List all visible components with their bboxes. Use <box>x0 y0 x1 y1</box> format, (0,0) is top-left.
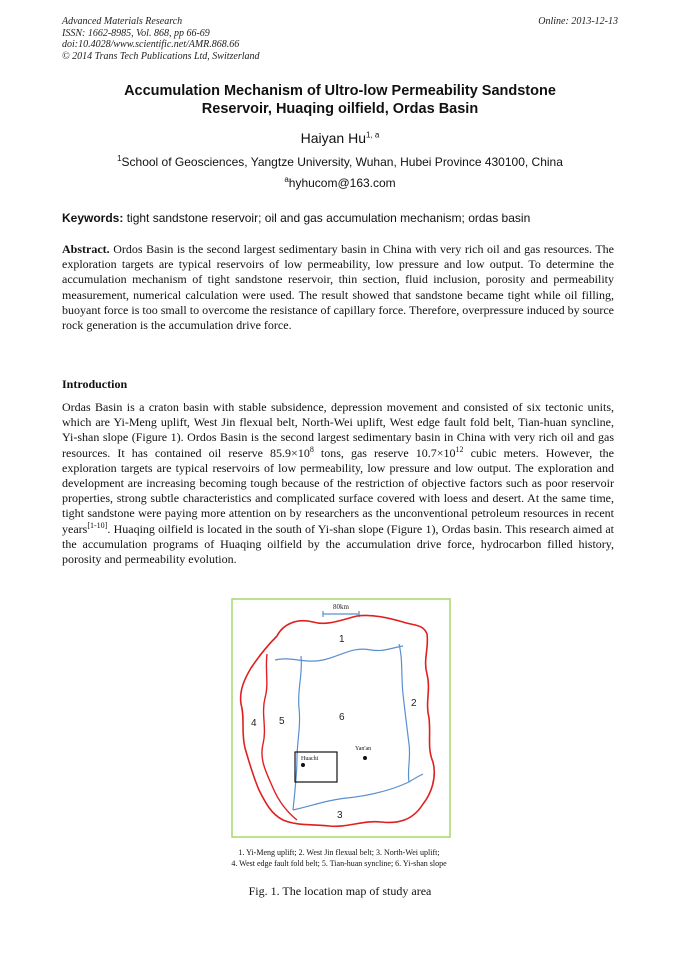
unit-label-2: 2 <box>411 698 417 709</box>
figure-caption: Fig. 1. The location map of study area <box>248 884 432 898</box>
email-sup: a <box>284 175 289 184</box>
author <box>62 130 618 146</box>
keywords-label: Keywords: <box>62 211 124 225</box>
unit-label-6: 6 <box>339 712 345 723</box>
huachi-point <box>301 763 305 767</box>
yanan-label: Yan'an <box>355 746 372 752</box>
introduction-paragraph <box>62 400 614 567</box>
intro-sup-1: 8 <box>309 444 314 454</box>
intro-text-1: Ordas Basin is a craton basin with stable subsidence, depression movement and consisted of six tectonic units, which are Yi-Meng uplift, West Jin flexual belt, North-Wei uplift, West edge fault fold belt, Tian-huan syncline, Yi-shan slope (Figure 1). Ordos Basin is the second largest sedimentary basin in China with very rich oil and gas resources. It has contained oil reserve 85.9×10 <box>62 400 614 460</box>
title-line-1: Accumulation Mechanism of Ultro-low Permeability Sandstone <box>124 83 556 99</box>
legend-line-1: 1. Yi-Meng uplift; 2. West Jin flexual belt; 3. North-Wei uplift; <box>238 848 440 857</box>
unit-label-3: 3 <box>337 810 343 821</box>
journal-header <box>62 16 618 62</box>
paper-title <box>62 82 618 118</box>
title-line-2: Reservoir, Huaqing oilfield, Ordas Basin <box>201 101 479 117</box>
email-text[interactable]: hyhucom@163.com <box>288 176 396 190</box>
email <box>62 176 618 190</box>
location-map <box>231 598 451 838</box>
author-sup: 1, a <box>366 130 380 140</box>
affiliation <box>62 155 618 169</box>
doi-line: doi:10.4028/www.scientific.net/AMR.868.66 <box>62 39 240 50</box>
author-name: Haiyan Hu <box>300 130 367 146</box>
intro-text-4: . Huaqing oilfield is located in the south of Yi-shan slope (Figure 1), Ordas basin. This research aimed at the accumulation programs of Huaqing oilfield by the accumulation drive force, hydrocarbon filled history, porosity and permeability evolution. <box>62 521 614 567</box>
introduction-heading: Introduction <box>62 377 128 391</box>
abstract-text: Ordos Basin is the second largest sedimentary basin in China with very rich oil and gas resources. The exploration targets are typical reservoirs of low permeability, low pressure and low output. To determine the accumulation mechanism of tight sandstone reservoir, thin section, fluid inclusion, porosity and permeability measurement, numerical calculation were used. The result showed that sandstone became tight while oil filling, buoyant force is too small to overcome the resistance of capillary force. Therefore, overpressure induced by source rock generation is the accumulation drive force. <box>62 242 614 333</box>
intro-sup-2: 12 <box>455 444 464 454</box>
huachi-label: Huachi <box>301 756 319 762</box>
scale-label: 80km <box>333 603 349 611</box>
figure-legend <box>180 847 498 869</box>
unit-label-1: 1 <box>339 634 345 645</box>
journal-name: Advanced Materials Research <box>62 16 183 27</box>
intro-citation: [1-10] <box>87 520 108 530</box>
keywords <box>62 211 618 225</box>
copyright-line: © 2014 Trans Tech Publications Ltd, Switzerland <box>62 50 260 62</box>
keywords-text: tight sandstone reservoir; oil and gas accumulation mechanism; ordas basin <box>123 211 531 225</box>
intro-text-2: tons, gas reserve 10.7×10 <box>313 445 456 460</box>
issn-line: ISSN: 1662-8985, Vol. 868, pp 66-69 <box>62 27 210 39</box>
unit-label-5: 5 <box>279 716 285 727</box>
abstract <box>62 242 614 333</box>
yanan-point <box>363 756 367 760</box>
affiliation-sup: 1 <box>117 154 122 163</box>
abstract-label: Abstract. <box>62 242 110 256</box>
affiliation-text: School of Geosciences, Yangtze University, Wuhan, Hubei Province 430100, China <box>121 155 563 169</box>
intro-text-3: cubic meters. However, the exploration targets are typical reservoirs of low permeability, low pressure and low output. The exploration and development are increasing becoming tough because of the restriction of objective factors such as poor reservoir properties, strong subtle characteristics and complicated surface covered with loess and desert. At the same time, tight sandstone were paying more attention on by researchers as the unconventional petroleum resources in recent years <box>62 445 614 536</box>
online-date: Online: 2013-12-13 <box>538 16 618 27</box>
unit-label-4: 4 <box>251 718 257 729</box>
legend-line-2: 4. West edge fault fold belt; 5. Tian-huan syncline; 6. Yi-shan slope <box>231 859 447 868</box>
